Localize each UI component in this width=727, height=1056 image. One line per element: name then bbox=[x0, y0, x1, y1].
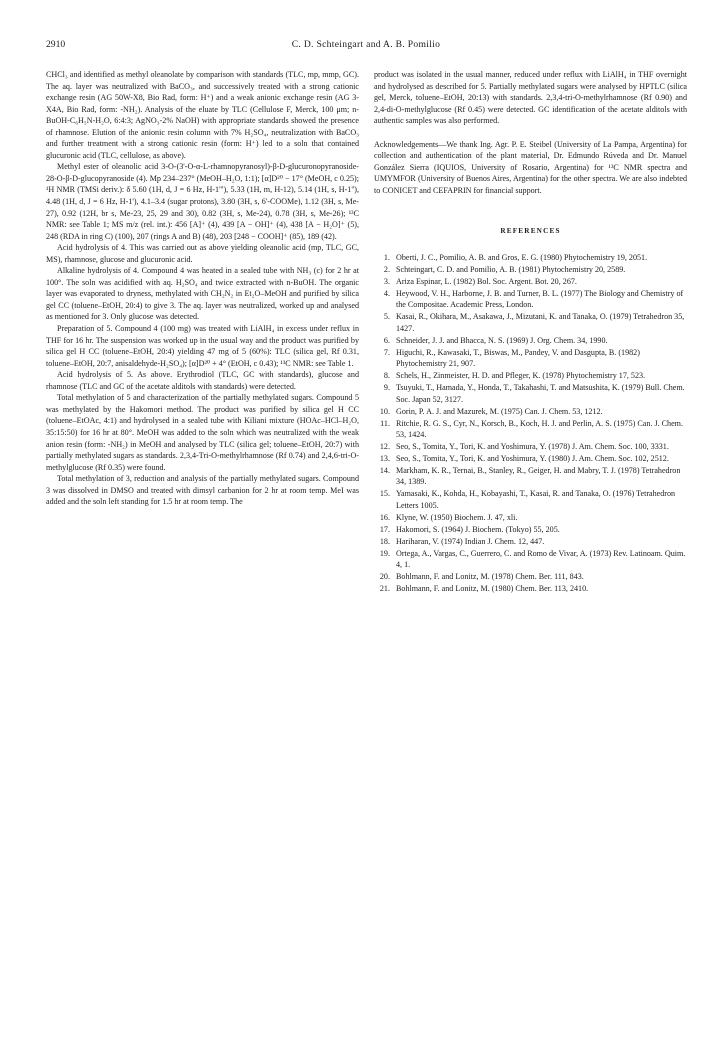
reference-number: 8. bbox=[383, 371, 390, 381]
reference-item bbox=[374, 252, 687, 264]
reference-item bbox=[374, 311, 687, 334]
reference-item bbox=[374, 536, 687, 548]
reference-item bbox=[374, 571, 687, 583]
reference-text: Bohlmann, F. and Lonitz, M. (1980) Chem. Ber. 113, 2410. bbox=[396, 584, 589, 594]
paragraph-continued: product was isolated in the usual manner, reduced under reflux with LiAlH₄ in THF overnight and hydrolysed as described for 5. Partially methylated sugars were analysed by HPTLC (silica gel, Merck, toluene–EtOH, 20:13) with standards. 2,3,4-tri-O-methylrhamnose (Rf 0.90) and 2,4-di-O-methylglucose (Rf 0.45) were detected. GC identification of the acetate alditols with authentic samples was also performed. bbox=[374, 70, 687, 126]
reference-text: Hakomori, S. (1964) J. Biochem. (Tokyo) 55, 205. bbox=[396, 524, 560, 534]
reference-number: 9. bbox=[383, 383, 390, 393]
reference-number: 19. bbox=[379, 548, 390, 558]
reference-number: 11. bbox=[380, 418, 390, 428]
reference-text: Markham, K. R., Ternai, B., Stanley, R., Geiger, H. and Mabry, T. J. (1978) Tetrahedron 34, 1389. bbox=[396, 465, 681, 487]
reference-item bbox=[374, 465, 687, 488]
running-head: C. D. Schteingart and A. B. Pomilio bbox=[291, 39, 441, 50]
paragraph-compound-4-data: Methyl ester of oleanolic acid 3-O-(3'-O-α-L-rhamnopyranosyl)-β-D-glucuronopyranoside-28-O-β-D-glucopyranoside (4). Mp 234–237° (MeOH–H₂O, 1:1); [α]D²⁰ − 17° (MeOH, c 0.25); ¹H NMR (TMSi deriv.): δ 5.60 (1H, d, J = 6 Hz, H-1'''), 5.33 (1H, m, H-12), 5.14 (1H, s, H-1''), 4.48 (1H, d, J = 6 Hz, H-1'), 4.1–3.4 (sugar protons), 3.80 (3H, s, 6'-COOMe), 1.12 (3H, s, Me-27), 0.92 (12H, br s, Me-23, 25, 29 and 30), 0.82 (3H, s, Me-24), 0.78 (3H, s, Me-26); ¹³C NMR: see Table 1; MS m/z (rel. int.): 456 [A]⁺ (4), 439 [A − OH]⁺ (4), 438 [A − H₂O]⁺ (5), 248 (RDA in ring C) (100), 207 (rings A and B) (48), 203 [248 − COOH]⁺ (85), 189 (42). bbox=[46, 162, 359, 241]
reference-number: 20. bbox=[379, 572, 390, 582]
reference-number: 1. bbox=[383, 253, 390, 263]
reference-item bbox=[374, 548, 687, 571]
paragraph-ion-exchange: CHCl₃ and identified as methyl oleanolate by comparison with standards (TLC, mp, mmp, GC). The aq. layer was neutralized with BaCO₃, and successively treated with a strong cationic exchange resin (AG 50W-X8, Bio Rad, form: H⁺) and a weak anionic exchange resin (AG 3-X4A, Bio Rad, form: -NH₂). Analysis of the eluate by TLC (Cellulose F, Merck, 100 μm; n-BuOH-C₆H₅N-H₂O, 6:4:3; AgNO₃-2% NaOH) with appropriate standards showed the presence of rhamnose. Elution of the anionic resin column with 7% H₂SO₄, neutralization with BaCO₃ and further treatment with a strong cationic resin (form: H⁺) led to a soln that contained glucuronic acid (TLC, cellulose, as above). bbox=[46, 70, 359, 160]
paragraph-alkaline-hydrolysis-4: Alkaline hydrolysis of 4. Compound 4 was heated in a sealed tube with NH₃ (c) for 2 hr at 100°. The soln was acidified with aq. H₂SO₄ and twice extracted with n-BuOH. The organic layer was evaporated to dryness, methylated with CH₂N₂ in Et₂O–MeOH and purified by silica gel CC (toluene–EtOH, 20:4) to give 3. The aq. layer was neutralized, worked up and analysed as mentioned for 3. Only glucose was detected. bbox=[46, 266, 359, 322]
reference-item bbox=[374, 418, 687, 441]
paragraph-preparation-5: Preparation of 5. Compound 4 (100 mg) was treated with LiAlH₄ in excess under reflux in THF for 16 hr. The suspension was worked up in the usual way and the product was purified by silica gel H CC (toluene–EtOH, 20:4) yielding 47 mg of 5 (60%): TLC (silica gel, Rf 0.31, toluene–EtOH, 20:7, anisaldehyde-H₂SO₄); [α]D²⁰ + 4° (EtOH, c 0.43); ¹³C NMR: see Table 1. bbox=[46, 324, 359, 368]
reference-item bbox=[374, 583, 687, 595]
reference-number: 7. bbox=[383, 347, 390, 357]
reference-text: Ariza Espinar, L. (1982) Bol. Soc. Argent. Bot. 20, 267. bbox=[396, 276, 577, 286]
reference-text: Hariharan, V. (1974) Indian J. Chem. 12, 447. bbox=[396, 536, 545, 546]
reference-item bbox=[374, 288, 687, 311]
reference-item bbox=[374, 276, 687, 288]
reference-item bbox=[374, 335, 687, 347]
reference-item bbox=[374, 512, 687, 524]
reference-number: 4. bbox=[383, 288, 390, 298]
acknowledgements: Acknowledgements—We thank Ing. Agr. P. E. Steibel (University of La Pampa, Argentina) for collection and authentication of the plant material, Dr. Edmundo Rúveda and Dr. Manuel González Sierra (IQUIOS, University of Rosario, Argentina) for ¹³C NMR spectra and UMYMFOR (University of Buenos Aires, Argentina) for the other spectra. We are also indebted to CONICET and CEFAPRIN for financial support. bbox=[374, 139, 687, 195]
reference-number: 15. bbox=[379, 489, 390, 499]
right-column bbox=[374, 69, 687, 595]
reference-item bbox=[374, 382, 687, 405]
page-header bbox=[46, 39, 686, 53]
reference-number: 21. bbox=[379, 584, 390, 594]
reference-text: Schneider, J. J. and Bhacca, N. S. (1969) J. Org. Chem. 34, 1990. bbox=[396, 335, 608, 345]
reference-number: 2. bbox=[383, 264, 390, 274]
reference-text: Yamasaki, K., Kohda, H., Kobayashi, T., Kasai, R. and Tanaka, O. (1976) Tetrahedron Letters 1005. bbox=[396, 489, 676, 510]
reference-text: Heywood, V. H., Harborne, J. B. and Turner, B. L. (1977) The Biology and Chemistry of the Compositae. Academic Press, London. bbox=[396, 288, 684, 310]
reference-text: Schteingart, C. D. and Pomilio, A. B. (1981) Phytochemistry 20, 2589. bbox=[396, 264, 626, 274]
reference-number: 17. bbox=[379, 524, 390, 534]
reference-number: 14. bbox=[379, 465, 390, 475]
reference-item bbox=[374, 453, 687, 465]
reference-text: Bohlmann, F. and Lonitz, M. (1978) Chem. Ber. 111, 843. bbox=[396, 572, 584, 582]
reference-item bbox=[374, 441, 687, 453]
left-column bbox=[46, 69, 359, 508]
reference-item bbox=[374, 524, 687, 536]
reference-list bbox=[374, 252, 687, 595]
paragraph-total-methylation-5: Total methylation of 5 and characterization of the partially methylated sugars. Compound 5 was methylated by the Hakomori method. The product was purified by silica gel H CC (toluene–EtOAc, 4:1) and hydrolysed in a sealed tube with Kiliani mixture (HOAc–HCl–H₂O, 35:15:50) for 16 hr at 80°. MeOH was added to the soln which was neutralized with the weak anion resin (form: -NH₂) in MeOH and analysed by TLC (silica gel; toluene–EtOH, 20:7) with partially methylated sugars as standards. 2,3,4-Tri-O-methylrhamnose (Rf 0.74) and 2,4,6-tri-O-methylglucose (Rf 0.35) were found. bbox=[46, 393, 359, 472]
reference-text: Seo, S., Tomita, Y., Tori, K. and Yoshimura, Y. (1980) J. Am. Chem. Soc. 102, 2512. bbox=[396, 454, 669, 463]
paragraph-acid-hydrolysis-4: Acid hydrolysis of 4. This was carried out as above yielding oleanolic acid (mp, TLC, GC, MS), rhamnose, glucose and glucuronic acid. bbox=[46, 243, 359, 264]
reference-text: Kasai, R., Okihara, M., Asakawa, J., Mizutani, K. and Tanaka, O. (1979) Tetrahedron 35, 1427. bbox=[396, 312, 685, 333]
reference-text: Ortega, A., Vargas, C., Guerrero, C. and Romo de Vivar, A. (1973) Rev. Latinoam. Quim. 4, 1. bbox=[396, 548, 686, 570]
reference-text: Gorin, P. A. J. and Mazurek, M. (1975) Can. J. Chem. 53, 1212. bbox=[396, 406, 603, 416]
reference-item bbox=[374, 347, 687, 370]
reference-number: 6. bbox=[383, 335, 390, 345]
reference-text: Higuchi, R., Kawasaki, T., Biswas, M., Pandey, V. and Dasgupta, B. (1982) Phytochemistry 21, 907. bbox=[396, 347, 640, 369]
reference-item bbox=[374, 264, 687, 276]
reference-text: Ritchie, R. G. S., Cyr, N., Korsch, B., Koch, H. J. and Perlin, A. S. (1975) Can. J. Chem. 53, 1424. bbox=[396, 418, 683, 440]
reference-text: Tsuyuki, T., Hamada, Y., Honda, T., Takahashi, T. and Matsushita, K. (1979) Bull. Chem. Soc. Japan 52, 3127. bbox=[396, 383, 685, 404]
reference-number: 5. bbox=[383, 312, 390, 322]
reference-item bbox=[374, 370, 687, 382]
reference-text: Schels, H., Zinmeister, H. D. and Pfleger, K. (1978) Phytochemistry 17, 523. bbox=[396, 371, 646, 381]
references-heading: REFERENCES bbox=[500, 227, 561, 236]
reference-number: 3. bbox=[383, 276, 390, 286]
paragraph-total-methylation-3: Total methylation of 3, reduction and analysis of the partially methylated sugars. Compound 3 was dissolved in DMSO and treated with dimsyl carbanion for 2 hr at room temp. MeI was added and the soln left standing for 1.5 hr at room temp. The bbox=[46, 474, 359, 507]
paragraph-acid-hydrolysis-5: Acid hydrolysis of 5. As above. Erythrodiol (TLC, GC with standards), glucose and rhamnose (TLC and GC of the acetate alditols with standards) were detected. bbox=[46, 370, 359, 391]
reference-item bbox=[374, 406, 687, 418]
reference-number: 16. bbox=[379, 512, 390, 522]
reference-number: 13. bbox=[379, 454, 390, 463]
reference-number: 18. bbox=[379, 536, 390, 546]
reference-number: 10. bbox=[379, 406, 390, 416]
reference-text: Klyne, W. (1950) Biochem. J. 47, xli. bbox=[396, 512, 518, 522]
reference-text: Seo, S., Tomita, Y., Tori, K. and Yoshimura, Y. (1978) J. Am. Chem. Soc. 100, 3331. bbox=[396, 442, 669, 452]
reference-text: Oberti, J. C., Pomilio, A. B. and Gros, E. G. (1980) Phytochemistry 19, 2051. bbox=[396, 253, 648, 263]
page-number: 2910 bbox=[46, 39, 66, 50]
reference-number: 12. bbox=[379, 442, 390, 452]
reference-item bbox=[374, 488, 687, 511]
